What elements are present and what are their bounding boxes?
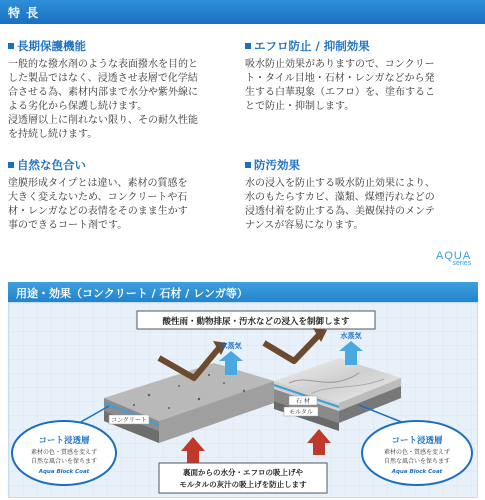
body-line: 材・レンガなどの表情をそのまま生かす [8, 206, 188, 217]
body-line: した製品ではなく、浸透させ表層で化学結 [8, 73, 198, 84]
bubble-brand: Aqua Block Coat [38, 469, 90, 475]
body-line: を持続し続けます。 [8, 129, 98, 140]
label-mortar: モルタル [289, 409, 313, 416]
section-heading-efflorescence [245, 38, 370, 54]
bubble-title: コート浸透層 [38, 436, 90, 446]
vapor-label-left: 水蒸気 [220, 342, 242, 350]
body-line: 大きく変えないため、コンクリートや石 [8, 192, 188, 203]
bubble-line: 自然な風合いを保ちます [383, 458, 451, 465]
section-heading-text: 自然な色合い [17, 158, 86, 172]
body-line: 水のもたらすカビ、藻類、煤煙汚れなどの [245, 192, 435, 203]
diagram-svg [9, 303, 478, 498]
body-line: 塗膜形成タイプとは違い、素材の質感を [8, 178, 188, 189]
bubble-line: 素材の色・質感を変えず [30, 449, 98, 456]
label-concrete: コンクリート [111, 417, 147, 424]
body-line: 一般的な撥水剤のような表面撥水を目的と [8, 59, 198, 70]
body-line: 浸透付着を防止する為、美観保持のメンテ [245, 206, 435, 217]
square-bullet-icon [245, 162, 251, 168]
section-body-antifouling [245, 177, 435, 233]
logo-main-text: AQUA [436, 250, 472, 262]
aqua-series-logo [436, 250, 471, 267]
section-heading-antifouling [245, 157, 300, 173]
section-body-long-term [8, 58, 198, 142]
vapor-label-right: 水蒸気 [340, 332, 362, 340]
square-bullet-icon [8, 162, 14, 168]
body-line: 浸透層以上に削れない限り、その耐久性能 [8, 115, 198, 126]
section-body-efflorescence [245, 58, 435, 114]
body-line: 生する白華現象（エフロ）を、塗布するこ [245, 87, 435, 98]
body-line: 事のできるコート剤です。 [8, 220, 128, 231]
bubble-brand: Aqua Block Coat [391, 469, 443, 475]
body-line: ナンスが容易になります。 [245, 220, 364, 231]
section-heading-long-term [8, 38, 86, 54]
bottom-callout-line: 裏面からの水分・エフロの吸上げや [183, 468, 303, 477]
body-line: 合させる為、素材内部まで水分や紫外線に [8, 87, 198, 98]
label-stone: 石 材 [296, 398, 310, 405]
square-bullet-icon [245, 43, 251, 49]
bubble-title: コート浸透層 [391, 436, 443, 446]
body-line: よる劣化から保護し続けます。 [8, 101, 148, 112]
section-body-natural-color [8, 177, 188, 233]
body-line: 水の浸入を防止する吸水防止効果により、 [245, 178, 435, 189]
logo-sub-text: series [452, 260, 472, 267]
section-heading-text: 防汚効果 [254, 158, 300, 172]
body-line: 吸水防止効果がありますので、コンクリー [245, 59, 435, 70]
usage-title: 用途・効果（コンクリート / 石材 / レンガ等） [16, 287, 248, 300]
section-heading-natural-color [8, 157, 86, 173]
body-line: とで防止・抑制します。 [245, 101, 355, 112]
bubble-line: 自然な風合いを保ちます [30, 458, 98, 465]
usage-diagram [8, 302, 478, 498]
top-callout-text: 酸性雨・動物排尿・汚水などの浸入を制御します [162, 317, 350, 327]
bubble-line: 素材の色・質感を変えず [383, 449, 451, 456]
usage-header-bar [8, 282, 478, 302]
section-heading-text: エフロ防止 / 抑制効果 [254, 39, 370, 53]
header-bar [0, 0, 485, 24]
body-line: ト・タイル目地・石材・レンガなどから発 [245, 73, 435, 84]
bottom-callout-line: モルタルの灰汁の吸上げを防止します [179, 480, 307, 489]
square-bullet-icon [8, 43, 14, 49]
page-title: 特 長 [8, 6, 40, 20]
section-heading-text: 長期保護機能 [17, 39, 86, 53]
